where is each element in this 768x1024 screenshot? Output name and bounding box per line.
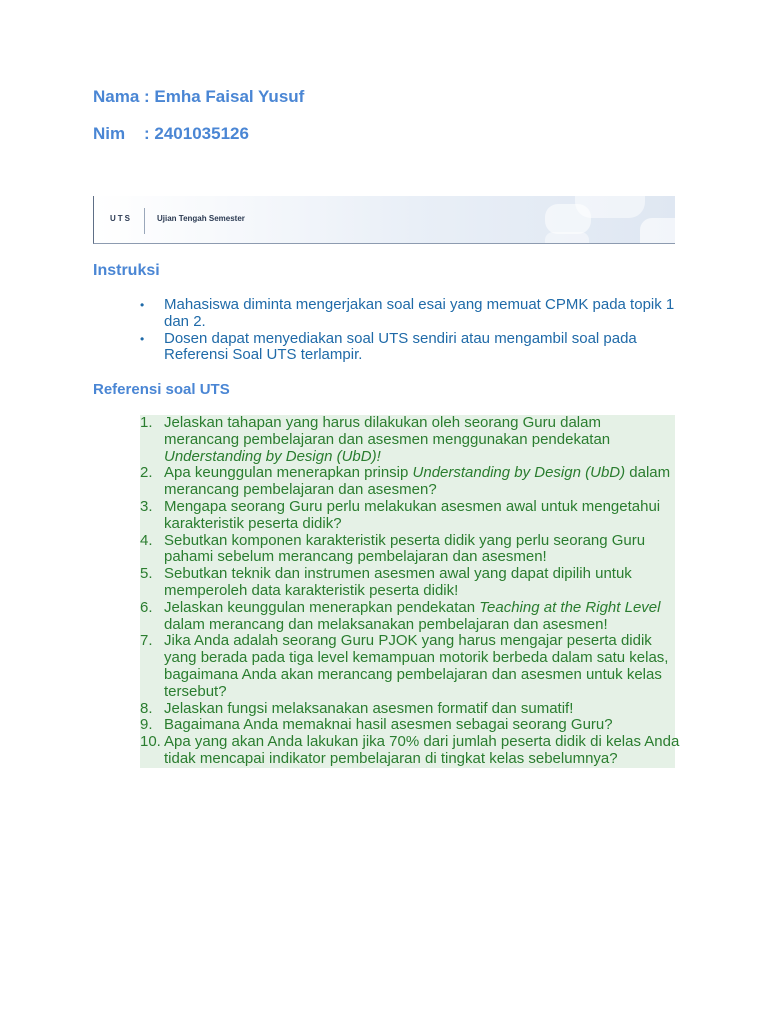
question-number: 2.: [140, 464, 153, 482]
question-text: dalam merancang pembelajaran dan asesmen?: [164, 464, 671, 499]
question-number: 1.: [140, 414, 153, 431]
question-text: Jelaskan fungsi melaksanakan asesmen formatif dan sumatif!: [164, 699, 574, 717]
question-item: [140, 533, 680, 567]
uts-banner: [93, 196, 675, 244]
student-name: Nama : Emha Faisal Yusuf: [93, 87, 305, 106]
question-emphasis: Understanding by Design (UbD)!: [164, 447, 381, 465]
question-text: Jelaskan tahapan yang harus dilakukan oleh seorang Guru dalam merancang pembelajaran dan asesmen menggunakan pendekatan: [164, 414, 611, 448]
question-text: Bagaimana Anda memaknai hasil asesmen sebagai seorang Guru?: [164, 716, 613, 734]
instruction-text: Mahasiswa diminta mengerjakan soal esai yang memuat CPMK pada topik 1 dan 2.: [164, 296, 675, 330]
bullet-icon: •: [140, 331, 145, 346]
question-text: Mengapa seorang Guru perlu melakukan asesmen awal untuk mengetahui karakteristik peserta didik?: [164, 497, 661, 532]
question-text: Apa keunggulan menerapkan prinsip: [164, 464, 413, 482]
question-number: 5.: [140, 565, 153, 583]
question-number: 7.: [140, 632, 153, 650]
instruction-item: [140, 297, 675, 331]
question-item: [140, 415, 680, 465]
banner-subtitle: Ujian Tengah Semester: [157, 214, 245, 223]
question-text: Apa yang akan Anda lakukan jika 70% dari jumlah peserta didik di kelas Anda tidak mencapai indikator pembelajaran di tingkat kelas sebelumnya?: [164, 733, 680, 767]
question-number: 4.: [140, 531, 153, 549]
question-text: dalam merancang dan melaksanakan pembelajaran dan asesmen!: [164, 615, 608, 633]
instructions-list: [140, 297, 675, 364]
bullet-icon: •: [140, 298, 145, 312]
question-text: Jika Anda adalah seorang Guru PJOK yang harus mengajar peserta didik yang berada pada tiga level kemampuan motorik berbeda dalam satu kelas, bagaimana Anda akan merancang pembelajaran dan asesmen untuk kelas tersebut?: [164, 632, 669, 700]
question-text: Sebutkan komponen karakteristik peserta didik yang perlu seorang Guru pahami sebelum merancang pembelajaran dan asesmen!: [164, 531, 646, 566]
question-number: 6.: [140, 598, 153, 616]
question-number: 8.: [140, 699, 153, 717]
questions-list: [140, 415, 680, 768]
question-item: [140, 600, 680, 634]
question-item: [140, 465, 680, 499]
banner-code: UTS: [110, 214, 132, 223]
reference-heading: Referensi soal UTS: [93, 381, 230, 398]
banner-decoration: [545, 196, 675, 244]
question-text: Jelaskan keunggulan menerapkan pendekatan: [164, 598, 480, 616]
instruction-text: Dosen dapat menyediakan soal UTS sendiri atau mengambil soal pada Referensi Soal UTS terlampir.: [164, 329, 637, 364]
question-item: [140, 633, 680, 700]
question-item: [140, 566, 680, 600]
question-text: Sebutkan teknik dan instrumen asesmen awal yang dapat dipilih untuk memperoleh data karakteristik peserta didik!: [164, 565, 632, 599]
instruction-item: [140, 331, 675, 365]
question-number: 10.: [140, 733, 161, 751]
question-number: 3.: [140, 497, 153, 515]
question-item: [140, 734, 680, 768]
question-item: [140, 499, 680, 533]
instructions-heading: Instruksi: [93, 262, 160, 279]
student-nim: Nim : 2401035126: [93, 124, 249, 143]
question-item: [140, 717, 680, 734]
banner-divider: [144, 208, 145, 234]
question-item: [140, 701, 680, 718]
question-number: 9.: [140, 716, 153, 734]
question-emphasis: Understanding by Design (UbD): [412, 464, 626, 482]
question-emphasis: Teaching at the Right Level: [479, 598, 661, 616]
